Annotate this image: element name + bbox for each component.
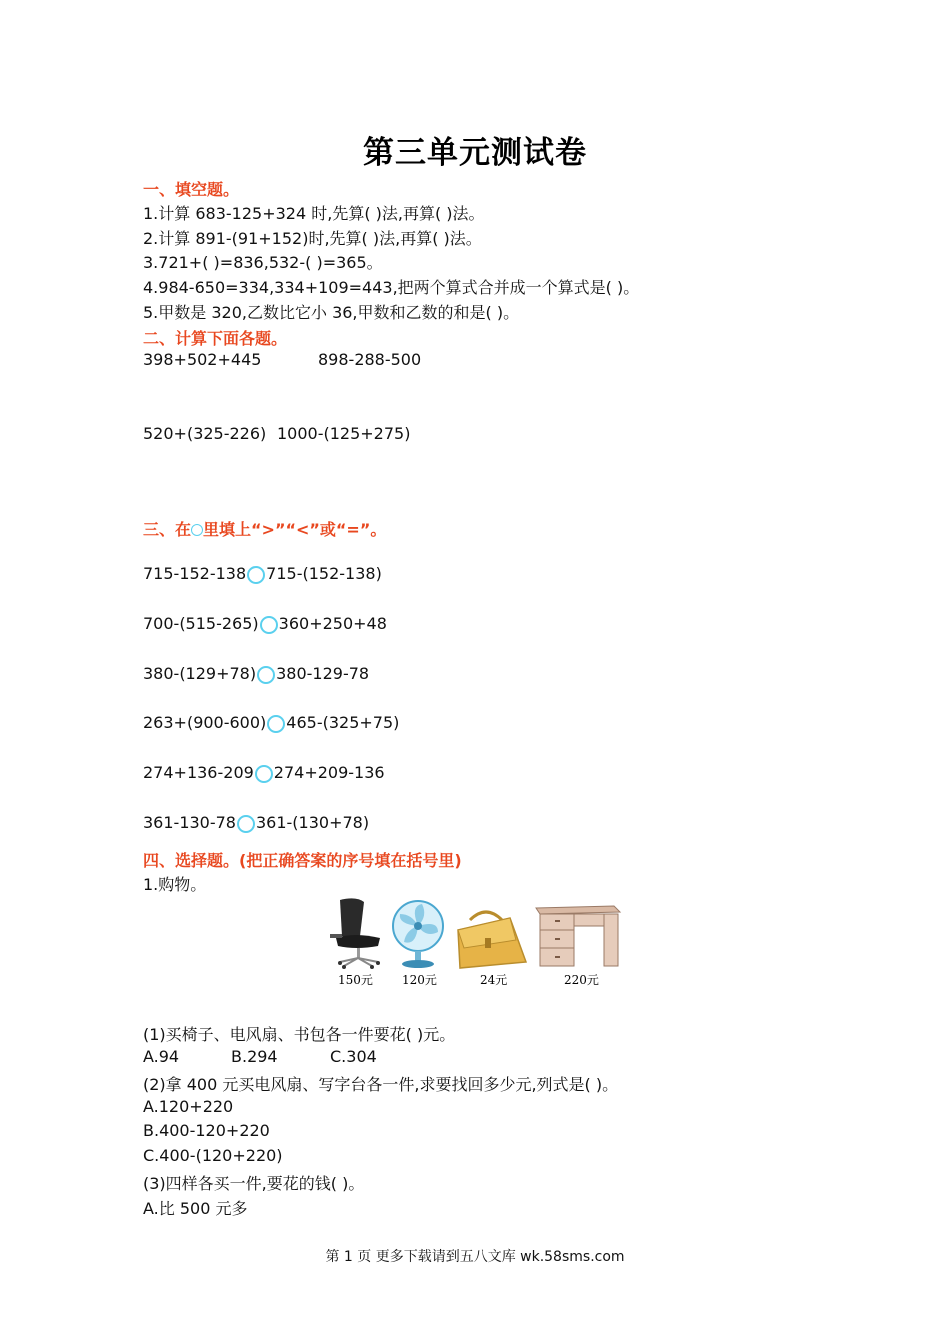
calc-item-4: 1000-(125+275) — [277, 424, 411, 443]
choice-option[interactable]: C.400-(120+220) — [143, 1146, 283, 1165]
answer-circle[interactable] — [260, 616, 278, 634]
compare-left: 274+136-209 — [143, 763, 254, 782]
circle-icon — [191, 524, 203, 536]
compare-row-5 — [143, 763, 385, 783]
compare-right: 360+250+48 — [278, 614, 387, 633]
compare-row-3 — [143, 664, 369, 684]
choice-subquestion-2: (2)拿 400 元买电风扇、写字台各一件,求要找回多少元,列式是( )。 — [143, 1075, 619, 1094]
fill-question-4: 4.984-650=334,334+109=443,把两个算式合并成一个算式是( )。 — [143, 278, 640, 297]
compare-right: 274+209-136 — [273, 763, 385, 782]
choice-option[interactable]: B.294 — [231, 1047, 278, 1066]
answer-circle[interactable] — [247, 566, 265, 584]
office-chair-icon — [330, 898, 380, 969]
compare-right: 465-(325+75) — [286, 713, 400, 732]
choice-option[interactable]: B.400-120+220 — [143, 1121, 270, 1140]
price-label: 120元 — [402, 973, 437, 987]
compare-left: 380-(129+78) — [143, 664, 257, 683]
choice-subquestion-1: (1)买椅子、电风扇、书包各一件要花( )元。 — [143, 1025, 456, 1044]
electric-fan-icon — [393, 901, 443, 968]
choice-option[interactable]: A.比 500 元多 — [143, 1199, 248, 1218]
answer-circle[interactable] — [257, 666, 275, 684]
fill-question-2: 2.计算 891-(91+152)时,先算( )法,再算( )法。 — [143, 229, 482, 248]
price-label: 150元 — [338, 973, 373, 987]
page-title: 第三单元测试卷 — [363, 135, 587, 171]
calc-item-1: 398+502+445 — [143, 350, 262, 369]
compare-right: 380-129-78 — [276, 664, 370, 683]
section-heading-choice: 四、选择题。(把正确答案的序号填在括号里) — [143, 851, 462, 870]
fill-question-3: 3.721+( )=836,532-( )=365。 — [143, 253, 383, 272]
section-heading-compare — [143, 517, 386, 540]
choice-subquestion-3: (3)四样各买一件,要花的钱( )。 — [143, 1174, 365, 1193]
writing-desk-icon — [536, 906, 620, 966]
shopping-items-picture — [330, 896, 622, 988]
answer-circle[interactable] — [237, 815, 255, 833]
section-heading-compare-prefix: 三、在 — [143, 520, 192, 539]
compare-left: 361-130-78 — [143, 813, 236, 832]
choice-option[interactable]: C.304 — [330, 1047, 377, 1066]
compare-row-1 — [143, 564, 382, 584]
page-footer: 第 1 页 更多下载请到五八文库 wk.58sms.com — [325, 1249, 625, 1265]
compare-row-4 — [143, 713, 399, 733]
price-label: 24元 — [480, 973, 508, 987]
school-bag-icon — [458, 912, 526, 968]
compare-row-2 — [143, 614, 387, 634]
compare-row-6 — [143, 813, 369, 833]
price-label: 220元 — [564, 973, 599, 987]
shopping-items-svg — [330, 896, 622, 988]
compare-right: 361-(130+78) — [255, 813, 370, 832]
section-heading-calculation: 二、计算下面各题。 — [143, 329, 288, 348]
compare-right: 715-(152-138) — [266, 564, 382, 583]
answer-circle[interactable] — [267, 715, 285, 733]
compare-left: 715-152-138 — [143, 564, 247, 583]
calc-item-2: 898-288-500 — [318, 350, 422, 369]
section-heading-compare-suffix: 里填上“>”“<”或“=”。 — [203, 520, 387, 539]
choice-question-1: 1.购物。 — [143, 875, 207, 894]
choice-option[interactable]: A.120+220 — [143, 1097, 234, 1116]
answer-circle[interactable] — [255, 765, 273, 783]
calc-item-3: 520+(325-226) — [143, 424, 267, 443]
section-heading-fill-blanks: 一、填空题。 — [143, 180, 240, 199]
compare-left: 700-(515-265) — [143, 614, 259, 633]
fill-question-5: 5.甲数是 320,乙数比它小 36,甲数和乙数的和是( )。 — [143, 303, 520, 322]
choice-option[interactable]: A.94 — [143, 1047, 180, 1066]
fill-question-1: 1.计算 683-125+324 时,先算( )法,再算( )法。 — [143, 204, 485, 223]
compare-left: 263+(900-600) — [143, 713, 267, 732]
